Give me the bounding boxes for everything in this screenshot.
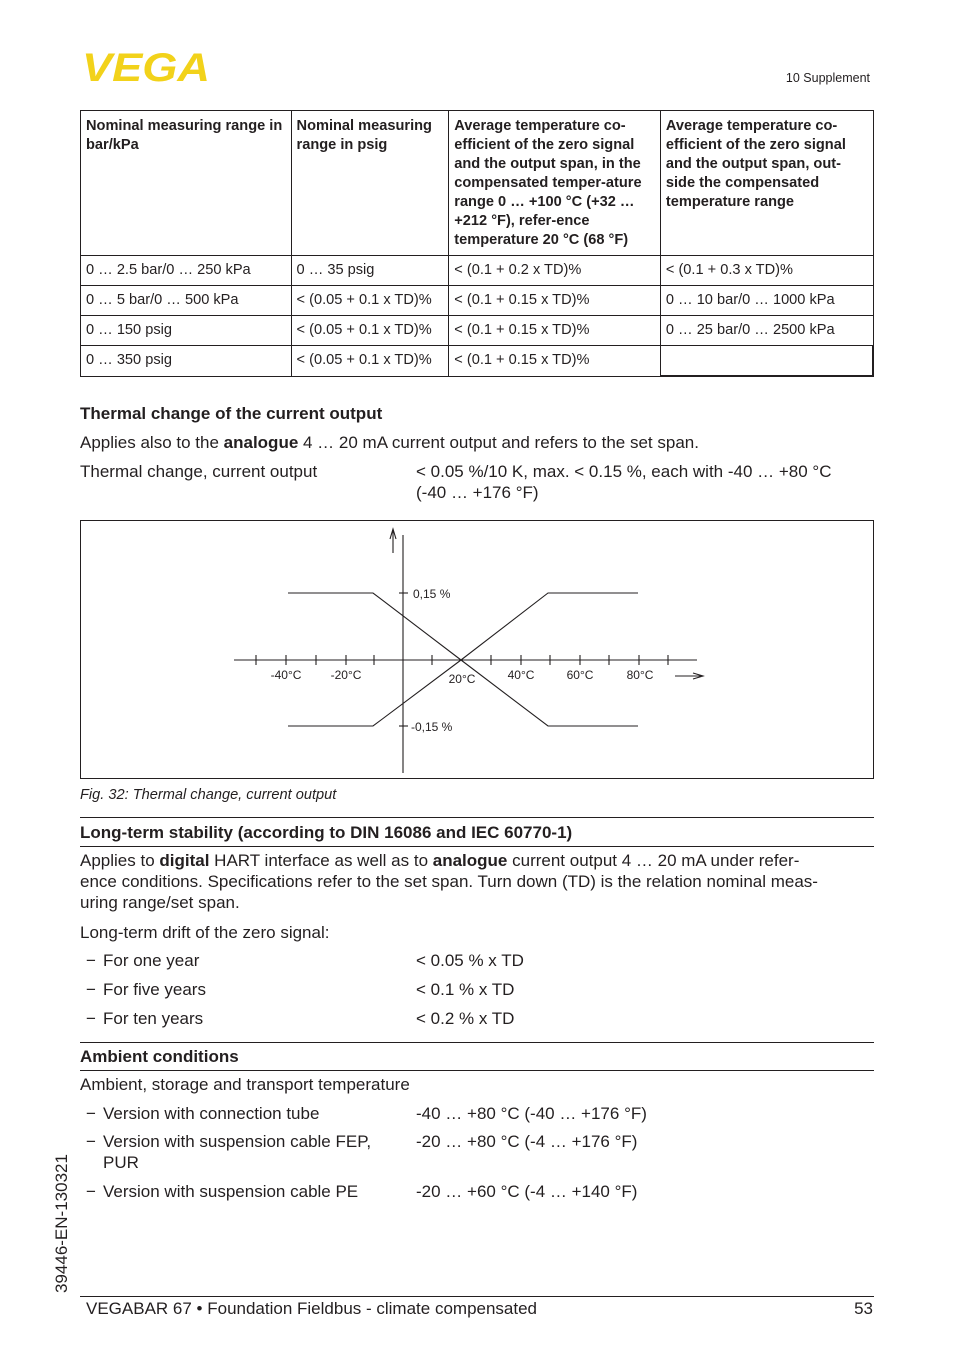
- ambient-item-label: Version with suspension cable PE: [103, 1182, 359, 1201]
- bullet-dash: −: [86, 980, 96, 999]
- x-label: 80°C: [626, 668, 654, 682]
- section-rule: [80, 817, 874, 818]
- drift-item-value: < 0.2 % x TD: [416, 1009, 515, 1028]
- x-label: 60°C: [566, 668, 594, 682]
- table-header-cell: Average temperature co-efficient of the zero signal and the output span, in the compensated temper-ature range 0 … +100 °C (+32 … +212 °F), refer-ence temperature 20 °C (68 °F): [449, 111, 661, 256]
- thermal-value-line1: < 0.05 %/10 K, max. < 0.15 %, each with -40 … +80 °C: [416, 462, 832, 481]
- stability-p-line1: [80, 850, 874, 871]
- table-cell: 0 … 150 psig: [81, 316, 292, 346]
- section-rule: [80, 1042, 874, 1043]
- drift-item-value: < 0.1 % x TD: [416, 980, 515, 999]
- document-id: [30, 1146, 80, 1296]
- table-header-cell: Nominal measuring range in psig: [291, 111, 449, 256]
- table-cell: 0 … 5 bar/0 … 500 kPa: [81, 286, 292, 316]
- stability-heading: Long-term stability (according to DIN 16086 and IEC 60770-1): [80, 823, 573, 842]
- figure-caption: Fig. 32: Thermal change, current output: [80, 787, 337, 803]
- stability-p-c: HART interface as well as to: [209, 851, 433, 870]
- thermal-value: [416, 461, 832, 503]
- drift-item-label: For one year: [103, 951, 200, 970]
- table-row: [81, 316, 874, 346]
- bullet-dash: −: [86, 1132, 96, 1151]
- x-label: -20°C: [330, 668, 362, 682]
- stability-p-e: current output 4 … 20 mA under refer-: [507, 851, 800, 870]
- y-label-positive: 0,15 %: [413, 587, 451, 601]
- table-cell: < (0.05 + 0.1 x TD)%: [291, 316, 449, 346]
- y-label-negative: -0,15 %: [411, 720, 453, 734]
- bullet-dash: −: [86, 951, 96, 970]
- drift-label: Long-term drift of the zero signal:: [80, 923, 330, 942]
- thermal-intro-bold: analogue: [223, 433, 299, 452]
- x-label: 20°C: [448, 672, 476, 686]
- table-cell: 0 … 35 psig: [291, 256, 449, 286]
- stability-paragraph: [80, 850, 874, 913]
- x-label: -40°C: [270, 668, 302, 682]
- table-cell: 0 … 350 psig: [81, 346, 292, 377]
- section-label: 10 Supplement: [785, 71, 870, 85]
- table-cell: < (0.1 + 0.2 x TD)%: [449, 256, 661, 286]
- document-id-text: 39446-EN-130321: [52, 1154, 71, 1293]
- section-rule: [80, 1070, 874, 1071]
- stability-p-line3: uring range/set span.: [80, 893, 240, 912]
- bullet-dash: −: [86, 1182, 96, 1201]
- logo-text: VEGA: [82, 50, 210, 84]
- stability-p-line2: ence conditions. Specifications refer to the set span. Turn down (TD) is the relation nominal meas-: [80, 872, 818, 891]
- bullet-dash: −: [86, 1104, 96, 1123]
- thermal-value-line2: (-40 … +176 °F): [416, 483, 539, 502]
- ambient-item-label-line2: PUR: [103, 1153, 139, 1172]
- table-header-cell: Average temperature co-efficient of the zero signal and the output span, out-side the compensated temperature range: [660, 111, 873, 256]
- ambient-item-label: [103, 1131, 371, 1173]
- drift-item-label: For five years: [103, 980, 206, 999]
- table-row: [81, 346, 874, 377]
- ambient-item-label: Version with connection tube: [103, 1104, 320, 1123]
- drift-item-label: For ten years: [103, 1009, 204, 1028]
- table-cell: < (0.1 + 0.15 x TD)%: [449, 346, 661, 377]
- ambient-item-label-line1: Version with suspension cable FEP,: [103, 1132, 372, 1151]
- vega-logo: [82, 50, 212, 84]
- stability-p-d: analogue: [432, 851, 508, 870]
- bullet-dash: −: [86, 1009, 96, 1028]
- table-row: [81, 286, 874, 316]
- ambient-item-value: -40 … +80 °C (-40 … +176 °F): [416, 1104, 647, 1123]
- thermal-intro-pre: Applies also to the: [80, 433, 224, 452]
- ambient-intro: Ambient, storage and transport temperature: [80, 1075, 410, 1094]
- section-rule: [80, 846, 874, 847]
- thermal-label: Thermal change, current output: [80, 462, 318, 481]
- footer-rule: [80, 1296, 874, 1297]
- table-cell: 0 … 25 bar/0 … 2500 kPa: [660, 316, 873, 346]
- table-header-row: [81, 111, 874, 256]
- ambient-item-value: -20 … +80 °C (-4 … +176 °F): [416, 1132, 638, 1151]
- page-number: 53: [854, 1299, 873, 1318]
- table-cell: < (0.05 + 0.1 x TD)%: [291, 346, 449, 377]
- table-cell: 0 … 2.5 bar/0 … 250 kPa: [81, 256, 292, 286]
- spec-table: [80, 110, 874, 377]
- stability-p-b: digital: [159, 851, 210, 870]
- ambient-heading: Ambient conditions: [80, 1047, 239, 1066]
- thermal-intro-post: 4 … 20 mA current output and refers to the set span.: [298, 433, 699, 452]
- stability-p-a: Applies to: [80, 851, 160, 870]
- thermal-intro: [80, 432, 699, 453]
- footer-title: VEGABAR 67 • Foundation Fieldbus - climate compensated: [86, 1299, 538, 1318]
- drift-item-value: < 0.05 % x TD: [416, 951, 524, 970]
- x-label: 40°C: [507, 668, 535, 682]
- ambient-item-value: -20 … +60 °C (-4 … +140 °F): [416, 1182, 638, 1201]
- table-cell: 0 … 10 bar/0 … 1000 kPa: [660, 286, 873, 316]
- figure-frame: [80, 520, 874, 779]
- table-cell: < (0.1 + 0.15 x TD)%: [449, 286, 661, 316]
- table-cell: < (0.1 + 0.3 x TD)%: [660, 256, 873, 286]
- table-header-cell: Nominal measuring range in bar/kPa: [81, 111, 292, 256]
- table-cell: < (0.05 + 0.1 x TD)%: [291, 286, 449, 316]
- table-row: [81, 256, 874, 286]
- table-cell: [660, 346, 873, 377]
- table-cell: < (0.1 + 0.15 x TD)%: [449, 316, 661, 346]
- thermal-heading: Thermal change of the current output: [80, 404, 383, 423]
- thermal-change-diagram: [81, 521, 873, 778]
